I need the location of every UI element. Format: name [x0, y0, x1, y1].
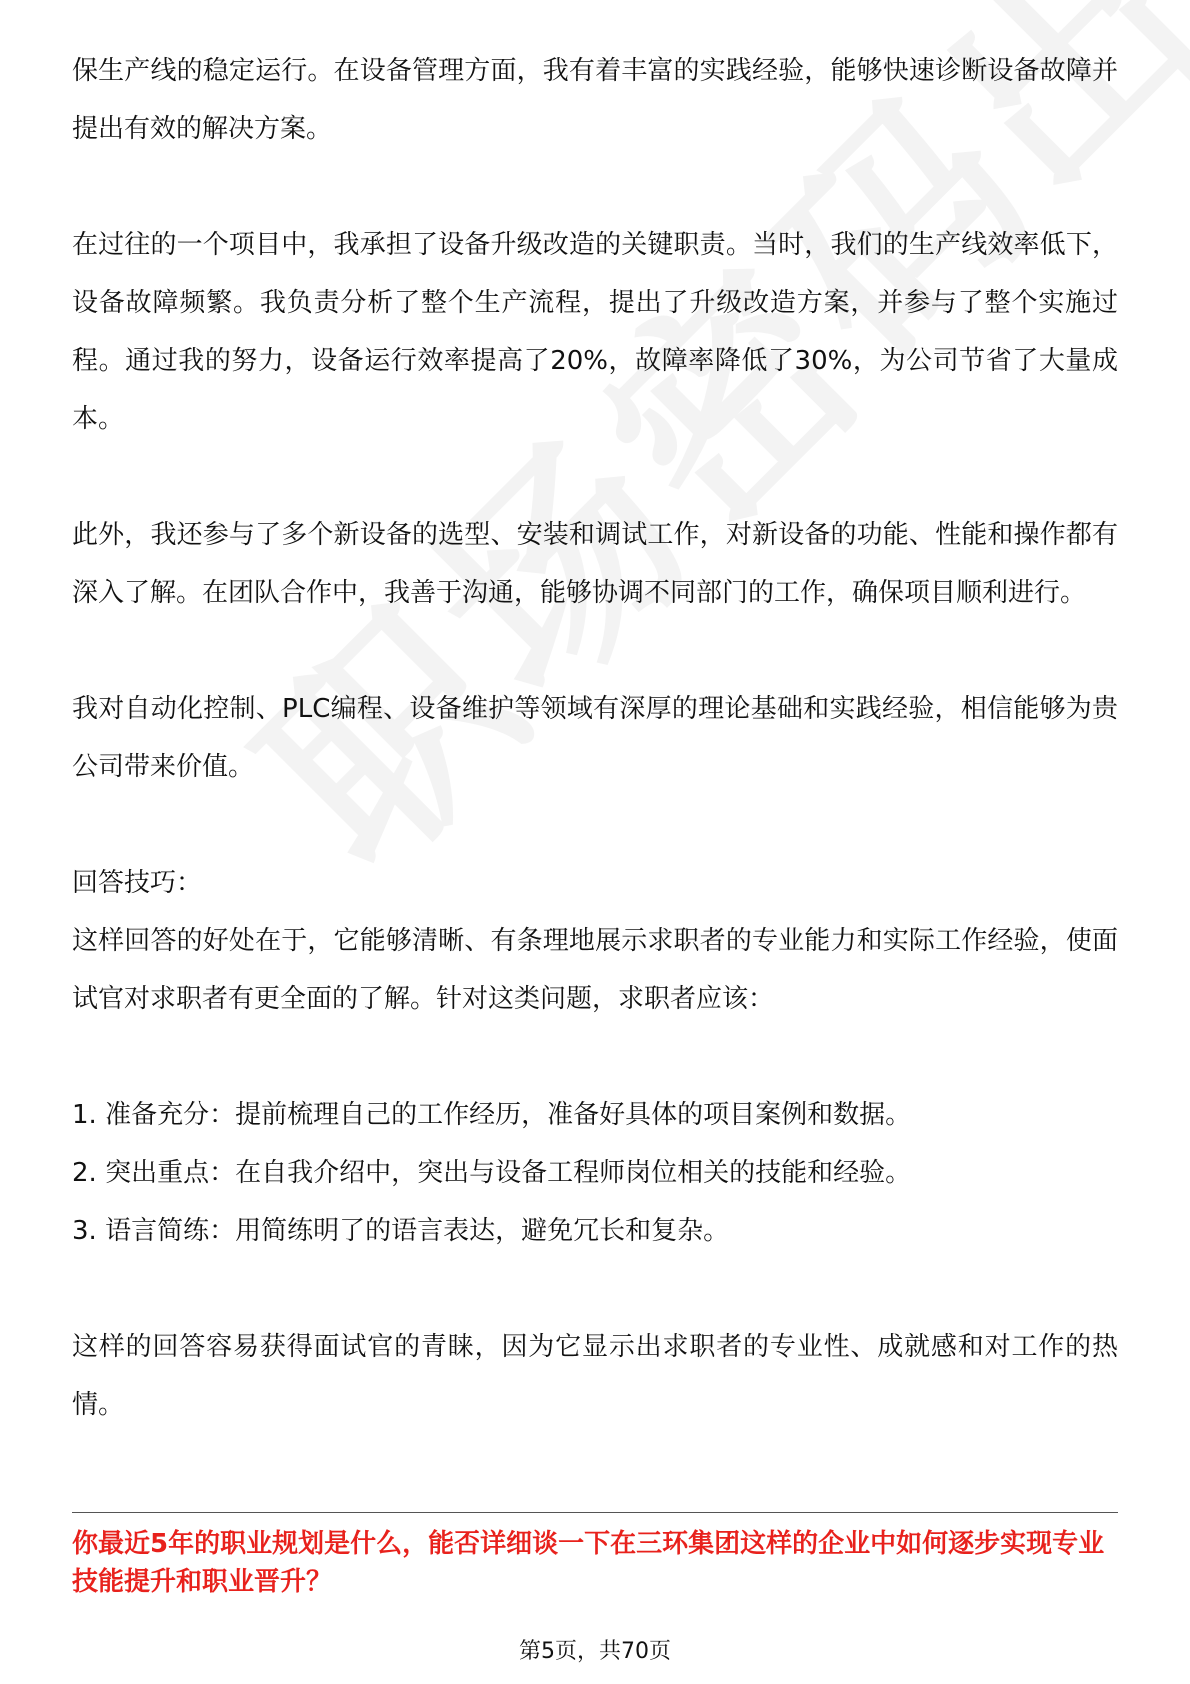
tips-heading: 回答技巧：: [72, 868, 203, 898]
page-number: 第5页，共70页: [519, 1639, 671, 1664]
paragraph: 我对自动化控制、PLC编程、设备维护等领域有深厚的理论基础和实践经验，相信能够为贵公司带来价值。: [72, 694, 1118, 782]
tips-list: [72, 1086, 1118, 1260]
paragraph: 此外，我还参与了多个新设备的选型、安装和调试工作，对新设备的功能、性能和操作都有深入了解。在团队合作中，我善于沟通，能够协调不同部门的工作，确保项目顺利进行。: [72, 520, 1118, 608]
tips-intro: 这样回答的好处在于，它能够清晰、有条理地展示求职者的专业能力和实际工作经验，使面试官对求职者有更全面的了解。针对这类问题，求职者应该：: [72, 926, 1118, 1014]
paragraph: 保生产线的稳定运行。在设备管理方面，我有着丰富的实践经验，能够快速诊断设备故障并提出有效的解决方案。: [72, 56, 1118, 144]
next-question: 你最近5年的职业规划是什么，能否详细谈一下在三环集团这样的企业中如何逐步实现专业技能提升和职业晋升？: [72, 1529, 1105, 1597]
list-item: 2. 突出重点：在自我介绍中，突出与设备工程师岗位相关的技能和经验。: [72, 1158, 912, 1188]
paragraph: 在过往的一个项目中，我承担了设备升级改造的关键职责。当时，我们的生产线效率低下，设备故障频繁。我负责分析了整个生产流程，提出了升级改造方案，并参与了整个实施过程。通过我的努力，设备运行效率提高了20%，故障率降低了30%，为公司节省了大量成本。: [72, 230, 1118, 434]
list-item: 1. 准备充分：提前梳理自己的工作经历，准备好具体的项目案例和数据。: [72, 1100, 912, 1130]
tips-conclusion: 这样的回答容易获得面试官的青睐，因为它显示出求职者的专业性、成就感和对工作的热情。: [72, 1332, 1118, 1420]
page-body: [72, 42, 1118, 1434]
list-item: 3. 语言简练：用简练明了的语言表达，避免冗长和复杂。: [72, 1216, 730, 1246]
divider: [72, 1512, 1118, 1513]
